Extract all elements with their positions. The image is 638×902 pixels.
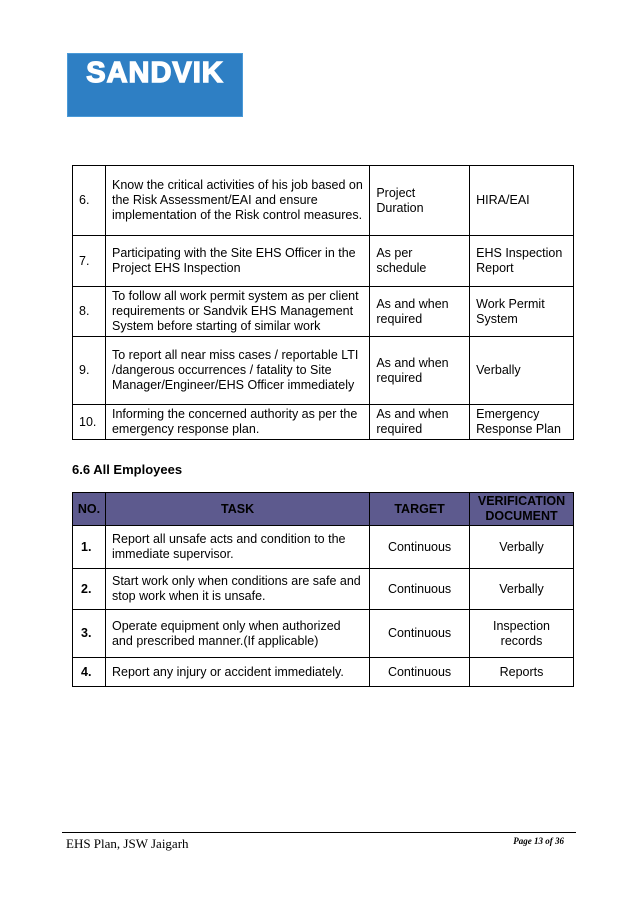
row-target: Continuous	[370, 569, 470, 610]
row-target: Project Duration	[370, 166, 470, 236]
row-target: As and when required	[370, 337, 470, 405]
row-number: 9.	[73, 337, 106, 405]
table-row	[73, 569, 574, 610]
row-number: 3.	[73, 610, 106, 658]
row-document: Reports	[470, 658, 574, 687]
row-target: As and when required	[370, 287, 470, 337]
row-document: Inspection records	[470, 610, 574, 658]
row-number: 10.	[73, 405, 106, 440]
row-number: 1.	[73, 526, 106, 569]
header-target: TARGET	[370, 493, 470, 526]
table-row	[73, 166, 574, 236]
row-document: Work Permit System	[470, 287, 574, 337]
row-number: 4.	[73, 658, 106, 687]
row-task: To follow all work permit system as per client requirements or Sandvik EHS Management System before starting of similar work	[105, 287, 369, 337]
table-header-row	[73, 493, 574, 526]
row-task: Operate equipment only when authorized and prescribed manner.(If applicable)	[105, 610, 369, 658]
header-verification-document: VERIFICATION DOCUMENT	[470, 493, 574, 526]
row-number: 6.	[73, 166, 106, 236]
row-target: Continuous	[370, 658, 470, 687]
row-number: 8.	[73, 287, 106, 337]
table-row	[73, 526, 574, 569]
logo-stripe	[68, 88, 242, 116]
row-task: Report any injury or accident immediately.	[105, 658, 369, 687]
row-document: Verbally	[470, 569, 574, 610]
row-target: As per schedule	[370, 236, 470, 287]
table-row	[73, 658, 574, 687]
row-task: Report all unsafe acts and condition to the immediate supervisor.	[105, 526, 369, 569]
row-number: 7.	[73, 236, 106, 287]
table-row	[73, 287, 574, 337]
header-no: NO.	[73, 493, 106, 526]
row-number: 2.	[73, 569, 106, 610]
all-employees-table	[72, 492, 574, 687]
row-target: Continuous	[370, 610, 470, 658]
table-row	[73, 236, 574, 287]
row-document: Verbally	[470, 337, 574, 405]
section-heading: 6.6 All Employees	[72, 462, 183, 477]
row-document: HIRA/EAI	[470, 166, 574, 236]
table-row	[73, 610, 574, 658]
row-task: Informing the concerned authority as per the emergency response plan.	[105, 405, 369, 440]
footer-divider	[62, 832, 576, 833]
table-row	[73, 405, 574, 440]
row-task: Participating with the Site EHS Officer in the Project EHS Inspection	[105, 236, 369, 287]
sandvik-logo	[67, 53, 243, 117]
row-task: Start work only when conditions are safe and stop work when it is unsafe.	[105, 569, 369, 610]
table-row	[73, 337, 574, 405]
row-document: Verbally	[470, 526, 574, 569]
row-target: Continuous	[370, 526, 470, 569]
header-task: TASK	[105, 493, 369, 526]
responsibilities-table-continued	[72, 165, 574, 440]
footer-page-number: Page 13 of 36	[513, 836, 564, 846]
logo-text: SANDVIK	[86, 57, 224, 89]
row-task: Know the critical activities of his job based on the Risk Assessment/EAI and ensure implementation of the Risk control measures.	[105, 166, 369, 236]
row-target: As and when required	[370, 405, 470, 440]
row-task: To report all near miss cases / reportable LTI /dangerous occurrences / fatality to Site Manager/Engineer/EHS Officer immediately	[105, 337, 369, 405]
row-document: Emergency Response Plan	[470, 405, 574, 440]
footer-document-title: EHS Plan, JSW Jaigarh	[66, 836, 189, 851]
row-document: EHS Inspection Report	[470, 236, 574, 287]
